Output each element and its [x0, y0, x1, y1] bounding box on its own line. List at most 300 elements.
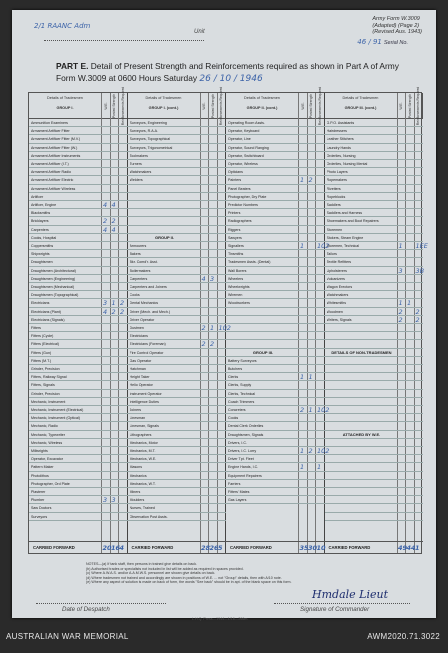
trade-label: Electricians [31, 301, 50, 306]
trade-label: Carpenters [129, 276, 148, 281]
table-row [226, 340, 325, 348]
table-row [325, 365, 424, 373]
trade-label: Clerks, Technical [228, 391, 256, 396]
entry-posted: 2 [111, 307, 116, 316]
trade-label: Cooks, Hospital [31, 235, 57, 240]
trade-label: Saw Doctors [31, 506, 52, 511]
total-posted: 16 [111, 544, 121, 552]
total-posted: 30 [308, 544, 318, 552]
trade-label: Electricians (Plant) [31, 309, 61, 314]
trade-label: Wall Borers [228, 268, 247, 273]
trade-label: Gas Operator [129, 358, 152, 363]
trade-label: Watchmakers [129, 170, 152, 175]
total-posted: 26 [209, 544, 219, 552]
trade-label: Bakers [129, 252, 141, 257]
trade-label: Mechanic, Instrument (Electrical) [31, 408, 84, 412]
entry-we: 4 [201, 274, 206, 283]
trade-label: Wiremen [228, 293, 243, 298]
trade-label: Clerks, Supply [228, 383, 252, 388]
trade-label: Wagon Erectors [326, 285, 353, 289]
table-row [325, 472, 424, 480]
trade-label: Photographer, Dry Plate [228, 194, 267, 199]
title-date: 26 / 10 / 1946 [199, 74, 263, 84]
trade-label: Pattern Maker [31, 465, 54, 470]
table-row [325, 357, 424, 365]
trade-label: Coppersmiths [31, 244, 54, 248]
column-header-text: Reinforcements Required [416, 86, 421, 125]
trade-label: Painters [228, 178, 242, 183]
total-we: 20 [102, 544, 112, 552]
group-header-label: GROUP II. (cont.) [246, 105, 278, 110]
trade-label: Millwrights [31, 449, 48, 453]
trade-label: Draughtsmen [31, 260, 53, 265]
signature-line [274, 603, 410, 604]
trade-label: Orderlies, Nursing Mental [326, 162, 368, 166]
trade-label: Radiographers [228, 219, 252, 224]
carried-forward-label: CARRIED FORWARD [131, 545, 174, 550]
trade-label: Surveyors, Topographical [129, 137, 170, 142]
table-row [325, 447, 424, 455]
total-reinf: 1 [415, 544, 420, 552]
trade-label: Grinder, Precision [31, 391, 60, 396]
column-header-text: Posted Strength [407, 93, 412, 118]
entry-we: 1 [300, 463, 305, 472]
trade-label: Driver (Mech. and Mech.) [129, 309, 171, 314]
entry-reinf: 2 [415, 307, 420, 316]
trade-label: Armament Artificer Electric [31, 178, 74, 183]
trade-label: Watchmakers [326, 293, 349, 298]
entry-posted: 1 [210, 324, 215, 332]
trade-label: Equipment Repairers [228, 473, 262, 478]
trade-label: Masons [129, 465, 143, 470]
column-header-text: Posted Strength [210, 93, 215, 118]
date-of-despatch-label: Date of Despatch [62, 606, 110, 613]
entry-reinf: 2 [415, 315, 420, 324]
trade-label: Mechanics, Motor [129, 440, 158, 445]
table-row [325, 398, 424, 406]
trade-label: Farriers [228, 481, 241, 486]
trade-label: Dental Mechanics [129, 301, 159, 306]
entry-posted: 1 [308, 406, 313, 414]
trade-label: Sawyers [228, 235, 242, 240]
table-row [325, 340, 424, 348]
trade-label: Surveyors, R.A.A. [129, 129, 159, 134]
total-reinf: 4 [119, 544, 125, 552]
trade-label: Joiners [129, 408, 142, 412]
note-line: (e) Where any aspect of solution is made on back of form, the words "See back" should be in apt. of the blank space on this form. [86, 580, 292, 585]
trade-label: Butchers [228, 367, 243, 371]
trade-label: Operating Room Assts. [228, 121, 265, 125]
unit-line [44, 40, 204, 41]
form-sub: (Adapted) (Page 2) [372, 22, 420, 29]
printer-imprint: L.H.Q. Press—1944—1/16—266m. [192, 617, 249, 621]
trade-label: Tinsmiths [228, 252, 244, 257]
trade-label: Signallers [228, 244, 244, 248]
total-we: 49 [398, 544, 408, 552]
trade-label: Hairdressers [326, 129, 347, 134]
trade-label: Operator, Excavator [31, 457, 63, 462]
trade-label: Fitters, Signals [31, 383, 55, 388]
trade-label: Mechanic, Instrument (Optical) [31, 416, 80, 421]
entry-posted: 4 [111, 201, 116, 209]
trade-label: Cooks [129, 293, 140, 298]
trade-label: Mechanic, Wireless [31, 440, 63, 445]
trade-label: Draughtsmen (Engineering) [31, 276, 76, 281]
entry-we: 1 [300, 242, 305, 250]
trade-label: Riggers [228, 227, 241, 232]
trade-label: Mechanic, Typewriter [31, 432, 65, 437]
table-row [325, 504, 424, 512]
trade-label: Coach Trimmers [228, 399, 255, 404]
section-heading: ATTACHED BY W.E. [342, 431, 381, 437]
total-posted: 44 [406, 544, 416, 552]
trade-label: Surveyors, Engineering [129, 121, 167, 125]
trade-label: Surveyors, Trigonometrical [129, 145, 173, 150]
trade-label: Armourers [129, 244, 147, 248]
column-header-text: W.E. [103, 101, 108, 110]
trade-label: Woodmen [326, 309, 343, 314]
entry-we: 2 [398, 307, 403, 316]
trade-label: Boilermakers [129, 268, 151, 273]
trade-label: Bricklayers [31, 219, 49, 224]
trade-label: Operator, Wireless [228, 162, 258, 166]
table-row [226, 316, 325, 324]
column-header-text: Reinforcements Required [120, 86, 125, 125]
trade-label: Dental Clerk Orderlies [228, 424, 264, 429]
entry-reinf: 1EE [415, 242, 428, 250]
column-header-text: Posted Strength [309, 93, 314, 118]
trade-label: Gas Layers [228, 498, 247, 503]
unit-value: 2/1 RAANC Adm [34, 22, 91, 30]
entry-posted: 1 [407, 299, 412, 308]
notes-block [86, 562, 406, 585]
table-row [128, 217, 227, 225]
table-row [325, 373, 424, 381]
details-of-tradesmen-label: Details of Tradesmen [47, 96, 83, 100]
trade-label: Electricians [129, 334, 148, 339]
table-row [325, 414, 424, 422]
archive-name: AUSTRALIAN WAR MEMORIAL [6, 632, 129, 641]
entry-reinf: 102 [317, 447, 330, 455]
trade-label: Tradesmen Assts. (Dental) [228, 260, 271, 265]
trade-label: Photolithos [31, 473, 49, 478]
trade-label: Draughtsmen (Architectural) [31, 268, 76, 273]
table-row [226, 324, 325, 332]
table-row [128, 209, 227, 217]
entry-we: 1 [300, 373, 305, 382]
trade-label: Electricians (Foreman) [129, 342, 166, 347]
entry-posted: 3 [210, 274, 215, 283]
trade-label: Mechanics [129, 473, 147, 478]
trade-label: Drivers, I.C. Lorry [228, 449, 257, 453]
total-we: 35 [299, 544, 309, 552]
table-row [325, 480, 424, 488]
entry-reinf: 2 [120, 299, 125, 308]
trade-label: Height Taker [129, 375, 150, 380]
trade-label: Grinder, Precision [31, 367, 60, 371]
trade-label: Panel Beaters [228, 186, 251, 191]
trade-label: Armament Artificer (I.T.) [31, 162, 69, 166]
trade-label: Carpenters [31, 227, 49, 232]
carried-forward-label: CARRIED FORWARD [328, 545, 371, 550]
trade-label: Fitters (Cycle) [31, 334, 54, 339]
trade-label: Storemen [326, 227, 343, 232]
table-row [226, 308, 325, 316]
trade-label: Draughtsmen (Topographical) [31, 293, 79, 298]
trade-label: Tailors [326, 252, 337, 257]
entry-we: 2 [201, 340, 206, 349]
commander-signature: Hmdale Lieut [312, 588, 388, 601]
trade-label: Drivers, I.C. [228, 440, 247, 445]
trade-label: Instrument Operator [129, 391, 162, 396]
column-header-text: Reinforcements Required [219, 86, 224, 125]
form-id-block [372, 16, 422, 36]
trade-label: Armament Artificer Fitter (W.) [31, 145, 78, 150]
trade-label: Fitters [31, 326, 41, 330]
trade-label: Cooks [228, 416, 239, 421]
table-row [325, 496, 424, 504]
trade-label: Armament Artificer Instruments [31, 153, 81, 158]
column-header-text: W.E. [202, 101, 207, 110]
table-row [128, 193, 227, 201]
entry-posted: 4 [111, 225, 116, 234]
section-heading: GROUP III. [252, 349, 274, 355]
entry-posted: 3 [111, 496, 116, 505]
note-line: (d) Where tradesmen not trained and accordingly are shown in positions of W.E. ... not "Group" details, then with A/10 note. [86, 575, 282, 580]
trade-label: Opticians [228, 170, 243, 175]
section-heading: GROUP II. [154, 234, 175, 240]
trade-label: Operator, Keyboard [228, 129, 260, 134]
section-heading: DETAILS OF NON-TRADESMEN [331, 349, 392, 355]
trade-label: Vulcanizers [326, 276, 345, 281]
entry-we: 1 [398, 299, 403, 308]
trade-label: Woodworkers [228, 301, 250, 306]
trade-label: Armament Artificer Fitter (M.V.) [31, 137, 81, 142]
note-line: (b) Authorised trades or specialists not included in list will be added as required in spaces provided. [86, 566, 244, 571]
details-of-tradesmen-label: Details of Tradesmen [244, 96, 280, 100]
table-row [325, 488, 424, 496]
table-row [128, 201, 227, 209]
entry-posted: 2 [210, 340, 215, 349]
trade-label: Fire Control Operator [129, 350, 164, 355]
trade-label: Driver Tpt. Fleet [228, 457, 254, 462]
trade-label: Battery Surveyors [228, 358, 257, 363]
date-line [36, 603, 166, 604]
trade-label: Mechanics, W.E. [129, 457, 157, 462]
trade-label: Dustmen [129, 326, 144, 330]
trade-label: Hatchman [129, 367, 146, 371]
trade-label: Ropemakers [326, 178, 347, 183]
trade-label: Predictor Numbers [228, 203, 258, 207]
trade-label: Writers, Signals [326, 317, 352, 322]
trade-label: Operator, Switchboard [228, 153, 264, 158]
table-row [325, 332, 424, 340]
trade-label: Mechanics, M.T. [129, 449, 156, 453]
total-reinf: 10 [316, 544, 326, 552]
strength-table [28, 86, 428, 554]
table-row [128, 226, 227, 234]
trade-label: Storemen, Technical [326, 244, 359, 248]
trade-label: Ropeblocks [326, 194, 346, 199]
trade-label: Shipwrights [31, 252, 50, 257]
trade-label: Armament Artificer Radio [31, 170, 71, 175]
column-header-text: W.E. [399, 101, 404, 110]
trade-label: Intelligence Duties [129, 399, 159, 404]
trade-label: Fitters (M.T.) [31, 358, 52, 363]
table-row [325, 439, 424, 447]
trade-label: Stokers, Steam Engine [326, 235, 364, 240]
trade-label: Fitters' Mates [228, 490, 250, 494]
entry-posted: 1 [308, 373, 313, 382]
trade-label: Mechanics, W.T. [129, 481, 156, 486]
trade-label: Draughtsmen, Signals [228, 432, 264, 437]
trade-label: Bkr. Comd'r. Asst. [129, 260, 158, 265]
carried-forward-label: CARRIED FORWARD [33, 545, 75, 550]
trade-label: Engine Hands, I.C. [228, 465, 259, 470]
form-note: (Revised Aus. 1943) [372, 29, 422, 35]
serial-label: Serial No. [383, 40, 408, 46]
trade-label: Armament Artificer Wireless [31, 186, 76, 191]
entry-reinf: 1 [317, 463, 322, 472]
entry-we: 2 [398, 315, 403, 324]
trade-label: Rivetters [326, 186, 341, 191]
table-row [325, 422, 424, 430]
trade-label: Wheelers [228, 276, 244, 281]
trade-label: Nurses, Trained [129, 506, 155, 511]
entry-we: 1 [300, 447, 305, 455]
table-row [325, 390, 424, 398]
trade-label: Operator, Sound Ranging [228, 145, 269, 150]
trade-label: Textile Refitters [326, 260, 352, 265]
trade-label: Photographer, Ord Plate [31, 481, 70, 486]
group-header-label: GROUP I. (cont.) [148, 105, 179, 110]
carried-forward-label: CARRIED FORWARD [230, 545, 272, 550]
trade-label: Observation Post Assts. [129, 514, 168, 519]
trade-label: Linesman [129, 416, 146, 421]
entry-reinf: 3B [415, 266, 425, 275]
trade-label: Draughtsmen (Mechanical) [31, 285, 75, 289]
entry-posted: 1 [111, 299, 116, 308]
note-line: NOTES—(a) If tank staff, then persons in trained give details on back. [86, 562, 197, 566]
trade-label: Blacksmiths [31, 211, 51, 216]
trade-label: Clerks [228, 375, 239, 380]
table-row [128, 185, 227, 193]
table-row [325, 455, 424, 463]
trade-label: Ammunition Examiners [31, 121, 68, 125]
note-line: (c) Where A.W.A.S. and/or A.A.M.W.S. personnel are shown give details on back. [86, 571, 216, 576]
column-header-text: W.E. [300, 101, 305, 110]
table-row [325, 463, 424, 471]
trade-label: Wheelwrights [228, 285, 250, 289]
entry-posted: 2 [308, 176, 313, 185]
trade-label: Surveyors [31, 514, 48, 519]
trade-label: Saddlers and Harness [326, 211, 363, 216]
entry-reinf: 102 [218, 324, 231, 332]
trade-label: Whitesmiths [326, 301, 347, 306]
table-row [226, 332, 325, 340]
trade-label: Welders [129, 178, 143, 183]
form-id: Army Form W.3009 [372, 16, 420, 22]
trade-label: Fitters (Gun) [31, 350, 52, 355]
trade-label: Artificer [31, 194, 44, 199]
title-part: PART E. [56, 61, 89, 71]
table-row [325, 406, 424, 414]
trade-label: Armament Artificer Fitter [31, 129, 70, 134]
trade-label: Moulders [129, 498, 145, 503]
trade-label: Mechanic, Radio [31, 424, 58, 429]
archive-id: AWM2020.71.3022 [367, 632, 440, 641]
entry-we: 4 [103, 307, 108, 316]
entry-we: 4 [103, 225, 108, 234]
entry-reinf: 102 [317, 242, 330, 250]
form-title [56, 60, 416, 85]
title-text: Detail of Present Strength and Reinforcements required as shown in Part A of Army Form W.3009 at 0600 Hours Saturday [56, 61, 399, 83]
entry-we: 1 [398, 242, 403, 250]
trade-label: Helio Operator [129, 383, 153, 388]
table-row [325, 513, 424, 521]
table-row [325, 324, 424, 332]
entry-we: 2 [201, 324, 206, 332]
trade-label: Driver Operator [129, 317, 155, 322]
serial-block [357, 38, 408, 46]
trade-label: Leather Stitchers [326, 137, 354, 142]
entry-we: 1 [300, 176, 305, 185]
trade-label: Artificer, Engine [31, 203, 57, 207]
entry-posted: 2 [308, 447, 313, 455]
entry-reinf: 102 [317, 406, 330, 414]
unit-label: Unit [194, 29, 205, 35]
trade-label: Plumber [31, 498, 45, 503]
details-of-tradesmen-label: Details of Tradesmen [145, 96, 182, 100]
trade-label: Concreters [228, 408, 246, 412]
trade-label: Printers [228, 211, 241, 216]
entry-we: 3 [398, 266, 403, 275]
total-we: 28 [201, 544, 211, 552]
signature-of-commander-label: Signature of Commander [300, 606, 370, 613]
total-reinf: 5 [218, 544, 223, 552]
trade-label: Linesman, Signals [129, 424, 159, 429]
trade-label: Saddlers [326, 203, 341, 207]
trade-label: Carpenters and Joiners [129, 285, 167, 289]
trade-label: Lithographers [129, 432, 152, 437]
trade-label: Toolmakers [129, 153, 148, 158]
trade-label: G.P.O. Assistants [326, 121, 355, 125]
trade-label: Orderlies, Nursing [326, 153, 356, 158]
entry-we: 2 [103, 217, 108, 226]
trade-label: Laundry Hands [326, 145, 351, 150]
trade-label: Fitters (Electrical) [31, 342, 59, 347]
group-header-label: GROUP III. (cont.) [344, 105, 377, 110]
entry-reinf: 2 [120, 307, 125, 316]
entry-posted: 2 [111, 217, 116, 226]
serial-value: 46 / 91 [357, 38, 382, 46]
entry-we: 3 [103, 496, 108, 505]
trade-label: Mechanic, Instrument [31, 399, 66, 404]
trade-label: Upholsterers [326, 268, 347, 273]
group-header-label: GROUP I. [56, 105, 74, 110]
trade-label: Turners [129, 162, 142, 166]
trade-label: Operator, Line [228, 137, 251, 142]
trade-label: Fitters, Railway Signal [31, 375, 67, 380]
column-header-text: Reinforcements Required [317, 86, 322, 125]
entry-we: 4 [103, 201, 108, 209]
entry-we: 2 [300, 406, 305, 414]
trade-label: Shoemakers and Boot Repairers [326, 219, 379, 224]
trade-label: Photo Layers [326, 170, 348, 175]
form-page [12, 10, 436, 621]
trade-label: Plasterer [31, 490, 46, 494]
details-of-tradesmen-label: Details of Tradesmen [342, 96, 379, 100]
